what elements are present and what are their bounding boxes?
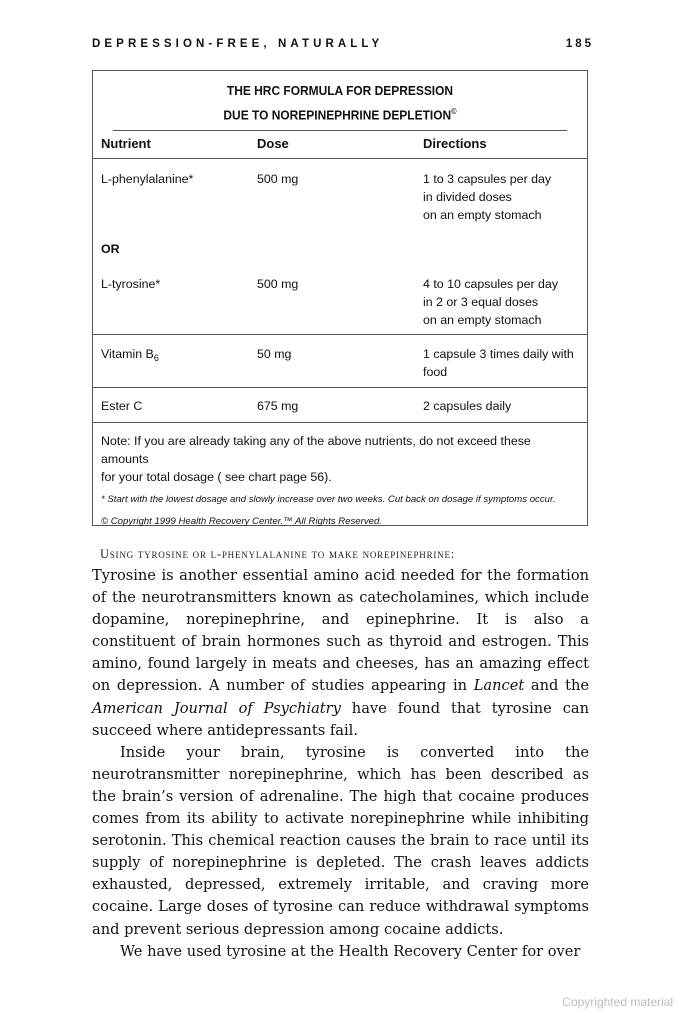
nutrient-cell [101, 345, 159, 367]
running-head-title: DEPRESSION-FREE, NATURALLY [92, 38, 384, 50]
directions-line: on an empty stomach [423, 313, 542, 327]
directions-line: 2 capsules daily [423, 399, 512, 413]
directions-cell [423, 275, 558, 329]
table-row-ester-c [93, 388, 587, 423]
dose-cell: 500 mg [257, 277, 299, 291]
table-title-line2: DUE TO NOREPINEPHRINE DEPLETION [223, 107, 452, 123]
copyright-watermark: Copyrighted material [562, 995, 673, 1009]
table-header-row [93, 131, 587, 159]
nutrient-cell: L-tyrosine* [101, 277, 161, 291]
note-line: Note: If you are already taking any of the above nutrients, do not exceed these amounts [101, 434, 531, 466]
nutrient-cell: L-phenylalanine* [101, 172, 194, 186]
paragraph [92, 565, 589, 742]
nutrient-name: Vitamin B [101, 347, 154, 361]
paragraph-text: Tyrosine is another essential amino acid needed for the formation of the neurotransmitters known as catecholamines, which include dopamine, norepinephrine, and epinephrine. It is also a constituent of brain hormones such as thyroid and estrogen. This amino, found largely in meats and cheeses, has an amazing effect on depression. A number of studies appearing in [92, 567, 589, 695]
formula-table [92, 70, 588, 526]
directions-line: 1 capsule 3 times daily with [423, 347, 574, 361]
table-title-line2-wrap [113, 101, 567, 125]
directions-cell [423, 397, 511, 415]
column-header-nutrient: Nutrient [101, 136, 151, 151]
nutrient-subscript: 6 [153, 353, 159, 363]
table-row-vitamin-b6 [93, 335, 587, 388]
directions-cell [423, 170, 551, 224]
paragraph-text: have found that tyrosine can succeed where antidepressants fail. [92, 699, 589, 739]
directions-line: 1 to 3 capsules per day [423, 172, 552, 186]
journal-title: Lancet [473, 677, 525, 695]
directions-line: in 2 or 3 equal doses [423, 295, 539, 309]
paragraph: Inside your brain, tyrosine is converted into the neurotransmitter norepinephrine, which has been described as the brain’s version of adrenaline. The high that cocaine produces comes from its ability to activate norepinephrine while inhibiting serotonin. This chemical reaction causes the brain to race until its supply of norepinephrine is depleted. The crash leaves addicts exhausted, depressed, extremely irritable, and craving more cocaine. Large doses of tyrosine can reduce withdrawal symptoms and prevent serious depression among cocaine addicts. [92, 743, 589, 938]
nutrient-cell: Ester C [101, 399, 143, 413]
copyright-notice: © Copyright 1999 Health Recovery Center.™ All Rights Reserved. [101, 516, 382, 527]
directions-line: on an empty stomach [423, 208, 542, 222]
directions-line: 4 to 10 capsules per day [423, 277, 559, 291]
section-heading: Using tyrosine or l-phenylalanine to make norepinephrine: [100, 547, 456, 561]
page-number: 185 [565, 38, 594, 50]
table-title [113, 71, 567, 131]
dose-cell: 500 mg [257, 172, 299, 186]
dose-cell: 675 mg [257, 399, 299, 413]
table-title-line1: THE HRC FORMULA FOR DEPRESSION [226, 83, 454, 98]
column-header-directions: Directions [423, 136, 487, 151]
journal-title: American Journal of Psychiatry [92, 699, 341, 717]
note-line: for your total dosage ( see chart page 56). [101, 470, 332, 484]
or-separator: OR [101, 242, 120, 256]
directions-line: food [423, 365, 448, 379]
paragraph: We have used tyrosine at the Health Recovery Center for over [120, 942, 581, 960]
column-header-dose: Dose [257, 136, 289, 151]
dosage-footnote: * Start with the lowest dosage and slowly increase over two weeks. Cut back on dosage if symptoms occur. [101, 494, 556, 505]
table-notes [93, 423, 587, 529]
running-head [92, 38, 594, 50]
dose-cell: 50 mg [257, 347, 292, 361]
directions-line: in divided doses [423, 190, 512, 204]
paragraph-text: and the [524, 677, 589, 695]
directions-cell [423, 345, 574, 381]
table-row-amino-acids [93, 159, 587, 335]
copyright-mark: © [451, 107, 457, 116]
body-text [92, 565, 589, 963]
